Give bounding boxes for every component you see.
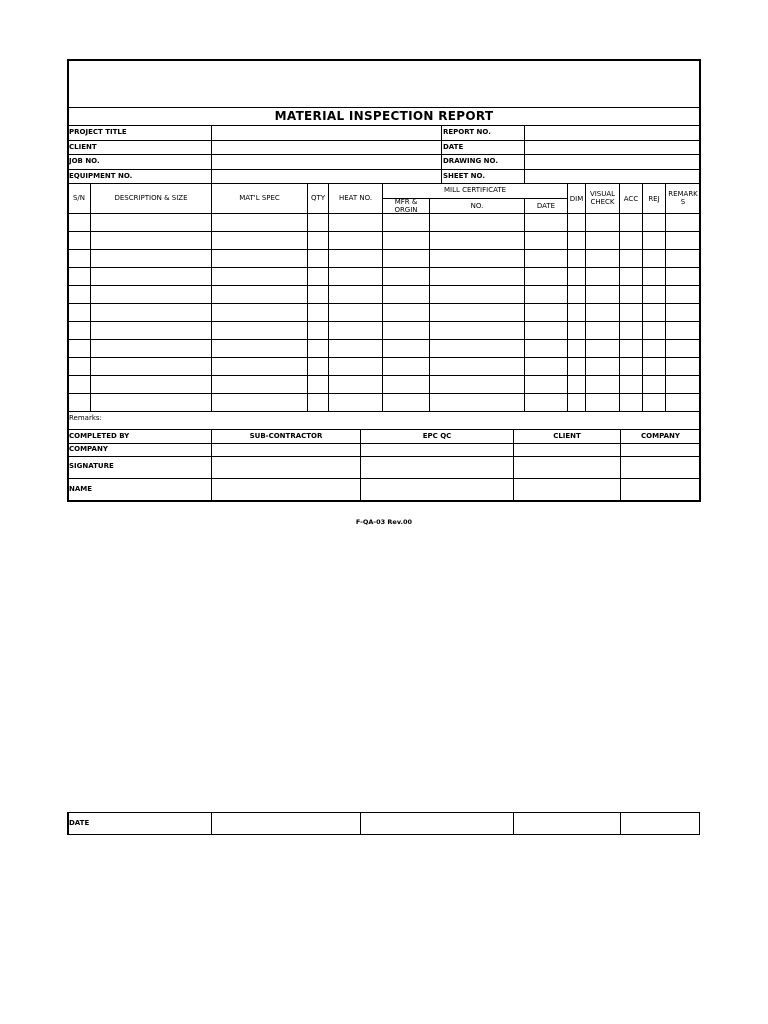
name-row-label: NAME bbox=[69, 485, 93, 493]
table-row[interactable] bbox=[68, 358, 700, 375]
company-signature-field[interactable] bbox=[621, 457, 700, 478]
sub-contractor-name-field[interactable] bbox=[212, 479, 360, 500]
drawing-no-field[interactable] bbox=[525, 155, 700, 169]
epc-qc-signature-field[interactable] bbox=[361, 457, 513, 478]
col-header-sn: S/N bbox=[72, 194, 86, 202]
client-signature-field[interactable] bbox=[514, 457, 620, 478]
client-field[interactable] bbox=[212, 141, 441, 154]
col-header-rej: REJ bbox=[648, 195, 660, 203]
job-no-field[interactable] bbox=[212, 155, 441, 169]
remarks-divider bbox=[68, 429, 700, 430]
report-no-label: REPORT NO. bbox=[443, 128, 491, 136]
table-row[interactable] bbox=[68, 322, 700, 339]
table-row[interactable] bbox=[68, 214, 700, 231]
col-header-description: DESCRIPTION & SIZE bbox=[114, 194, 188, 202]
col-header-cert-no: NO. bbox=[470, 202, 484, 210]
col-header-cert-date: DATE bbox=[536, 202, 556, 210]
remarks-field[interactable] bbox=[110, 412, 700, 429]
epc-qc-date-field[interactable] bbox=[361, 813, 513, 834]
table-row[interactable] bbox=[68, 340, 700, 357]
project-title-field[interactable] bbox=[212, 126, 441, 140]
sub-contractor-company-field[interactable] bbox=[212, 444, 360, 456]
sheet-no-label: SHEET NO. bbox=[443, 172, 485, 180]
company-row-label: COMPANY bbox=[69, 445, 108, 453]
sub-contractor-header: SUB-CONTRACTOR bbox=[249, 432, 323, 440]
date-row-label: DATE bbox=[69, 819, 90, 827]
date-field[interactable] bbox=[525, 141, 700, 154]
client-company-field[interactable] bbox=[514, 444, 620, 456]
epc-qc-name-field[interactable] bbox=[361, 479, 513, 500]
col-header-mfr-origin: MFR & ORGIN bbox=[394, 198, 418, 214]
table-row[interactable] bbox=[68, 232, 700, 249]
col-header-remarks: REMARK S bbox=[668, 190, 698, 206]
epc-qc-company-field[interactable] bbox=[361, 444, 513, 456]
completed-by-label: COMPLETED BY bbox=[69, 432, 130, 440]
equipment-no-field[interactable] bbox=[212, 170, 441, 183]
sub-contractor-signature-field[interactable] bbox=[212, 457, 360, 478]
col-header-mill-certificate: MILL CERTIFICATE bbox=[443, 186, 507, 194]
sub-contractor-date-field[interactable] bbox=[212, 813, 360, 834]
table-row[interactable] bbox=[68, 250, 700, 267]
table-row[interactable] bbox=[68, 394, 700, 411]
project-title-label: PROJECT TITLE bbox=[69, 128, 127, 136]
company-company-field[interactable] bbox=[621, 444, 700, 456]
form-title: MATERIAL INSPECTION REPORT bbox=[274, 109, 494, 123]
table-row[interactable] bbox=[68, 304, 700, 321]
drawing-no-label: DRAWING NO. bbox=[443, 157, 498, 165]
table-row[interactable] bbox=[68, 268, 700, 285]
client-name-field[interactable] bbox=[514, 479, 620, 500]
client-date-field[interactable] bbox=[514, 813, 620, 834]
table-row[interactable] bbox=[68, 376, 700, 393]
col-header-dim: DIM bbox=[569, 195, 584, 203]
report-no-field[interactable] bbox=[525, 126, 700, 140]
date-label: DATE bbox=[443, 143, 464, 151]
col-header-acc: ACC bbox=[623, 195, 639, 203]
client-header: CLIENT bbox=[553, 432, 581, 440]
client-label: CLIENT bbox=[69, 143, 97, 151]
job-no-label: JOB NO. bbox=[69, 157, 100, 165]
epc-qc-header: EPC QC bbox=[422, 432, 452, 440]
table-row[interactable] bbox=[68, 286, 700, 303]
col-header-visual-check: VISUAL CHECK bbox=[589, 190, 616, 206]
company-header: COMPANY bbox=[641, 432, 680, 440]
col-header-mat-spec: MAT'L SPEC bbox=[239, 194, 280, 202]
signature-row-label: SIGNATURE bbox=[69, 462, 114, 470]
col-header-heat-no: HEAT NO. bbox=[338, 194, 373, 202]
company-name-field[interactable] bbox=[621, 479, 700, 500]
col-header-qty: QTY bbox=[310, 194, 326, 202]
remarks-label: Remarks: bbox=[69, 414, 102, 422]
equipment-no-label: EQUIPMENT NO. bbox=[69, 172, 133, 180]
form-code: F-QA-03 Rev.00 bbox=[355, 518, 413, 526]
sheet-no-field[interactable] bbox=[525, 170, 700, 183]
company-date-field[interactable] bbox=[621, 813, 700, 834]
